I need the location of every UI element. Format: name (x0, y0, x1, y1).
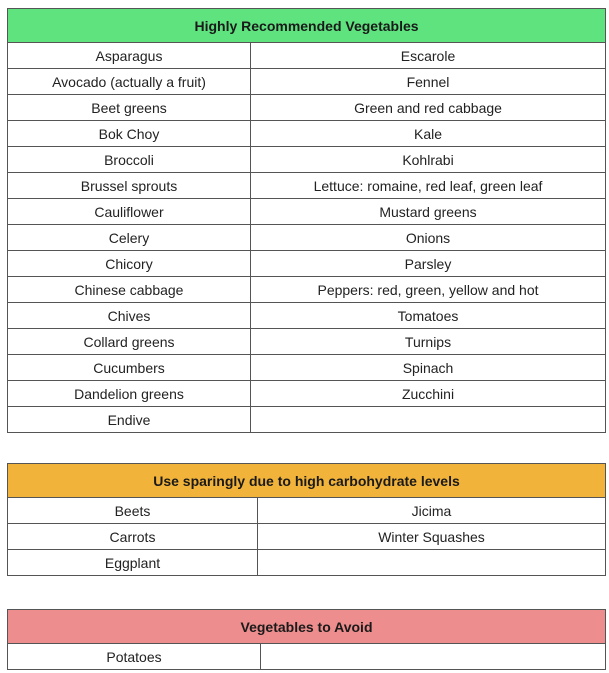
table-cell: Dandelion greens (8, 381, 251, 407)
table-row (8, 381, 606, 407)
table-row (8, 121, 606, 147)
table-cell: Jicima (258, 498, 606, 524)
table-cell: Beet greens (8, 95, 251, 121)
table-cell: Endive (8, 407, 251, 433)
table-cell: Beets (8, 498, 258, 524)
table-cell: Parsley (251, 251, 606, 277)
table-cell: Mustard greens (251, 199, 606, 225)
table-cell: Peppers: red, green, yellow and hot (251, 277, 606, 303)
table-cell: Carrots (8, 524, 258, 550)
table-row (8, 69, 606, 95)
table-row (8, 251, 606, 277)
table-cell: Green and red cabbage (251, 95, 606, 121)
table-cell (261, 644, 606, 670)
table-cell: Asparagus (8, 43, 251, 69)
table-cell: Turnips (251, 329, 606, 355)
table-row (8, 199, 606, 225)
table-cell: Spinach (251, 355, 606, 381)
table-cell: Kohlrabi (251, 147, 606, 173)
table-cell (258, 550, 606, 576)
table-body (8, 644, 606, 670)
table-cell: Brussel sprouts (8, 173, 251, 199)
table-cell: Lettuce: romaine, red leaf, green leaf (251, 173, 606, 199)
table-cell: Escarole (251, 43, 606, 69)
table-cell: Tomatoes (251, 303, 606, 329)
table-cell: Kale (251, 121, 606, 147)
table-row (8, 173, 606, 199)
table-row (8, 329, 606, 355)
table-header-row (8, 610, 606, 644)
table-row (8, 644, 606, 670)
table-cell: Cauliflower (8, 199, 251, 225)
table-header-row (8, 464, 606, 498)
avoid-vegetables-table (7, 609, 606, 670)
table-row (8, 277, 606, 303)
table-cell: Avocado (actually a fruit) (8, 69, 251, 95)
table-cell: Chinese cabbage (8, 277, 251, 303)
table-header-row (8, 9, 606, 43)
table-cell: Eggplant (8, 550, 258, 576)
table-row (8, 225, 606, 251)
table-row (8, 355, 606, 381)
table-cell: Onions (251, 225, 606, 251)
table-body (8, 43, 606, 433)
table-cell: Zucchini (251, 381, 606, 407)
table-cell: Celery (8, 225, 251, 251)
table-row (8, 303, 606, 329)
table-cell: Potatoes (8, 644, 261, 670)
recommended-vegetables-table (7, 8, 606, 433)
table-cell: Chives (8, 303, 251, 329)
table-row (8, 95, 606, 121)
table-cell: Bok Choy (8, 121, 251, 147)
table-cell: Chicory (8, 251, 251, 277)
sparingly-vegetables-table (7, 463, 606, 576)
table-cell: Broccoli (8, 147, 251, 173)
table-row (8, 43, 606, 69)
table-row (8, 147, 606, 173)
table-cell: Collard greens (8, 329, 251, 355)
table-title: Vegetables to Avoid (8, 610, 606, 644)
table-body (8, 498, 606, 576)
table-cell (251, 407, 606, 433)
table-cell: Cucumbers (8, 355, 251, 381)
table-row (8, 407, 606, 433)
table-row (8, 550, 606, 576)
table-row (8, 524, 606, 550)
table-cell: Fennel (251, 69, 606, 95)
table-title: Use sparingly due to high carbohydrate levels (8, 464, 606, 498)
table-title: Highly Recommended Vegetables (8, 9, 606, 43)
table-cell: Winter Squashes (258, 524, 606, 550)
table-row (8, 498, 606, 524)
